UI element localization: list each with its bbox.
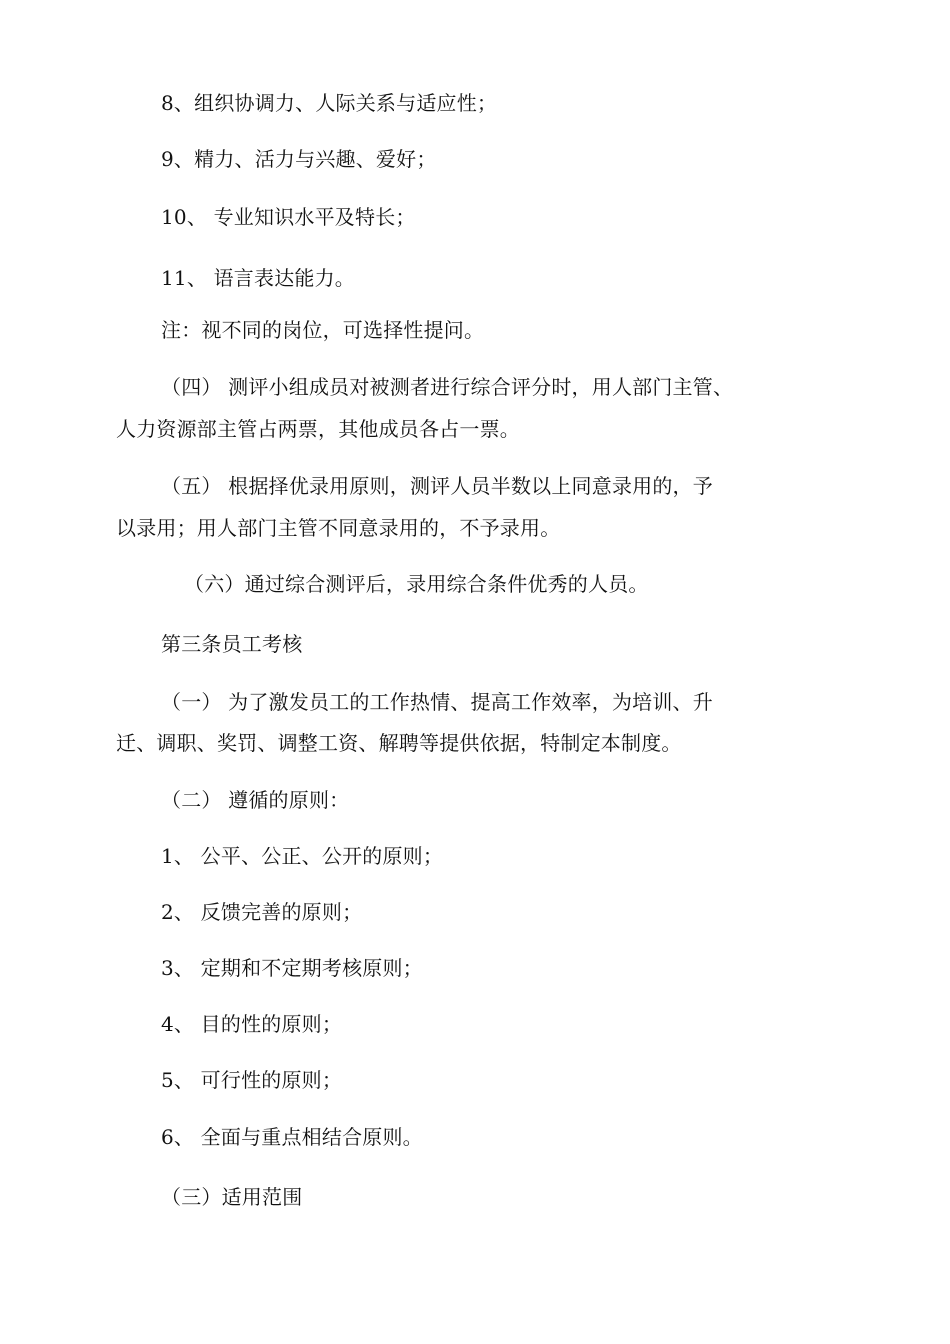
paragraph-five-line-1: （五） 根据择优录用原则，测评人员半数以上同意录用的，予 [161, 474, 713, 498]
section-heading-article-3: 第三条员工考核 [161, 632, 303, 656]
principle-item-6: 6、 全面与重点相结合原则。 [161, 1125, 423, 1149]
principle-item-4: 4、 目的性的原则； [161, 1012, 343, 1036]
principle-item-3: 3、 定期和不定期考核原则； [161, 956, 423, 980]
paragraph-one-line-2: 迁、调职、奖罚、调整工资、解聘等提供依据，特制定本制度。 [116, 731, 682, 755]
paragraph-four-line-2: 人力资源部主管占两票，其他成员各占一票。 [116, 417, 520, 441]
paragraph-six: （六）通过综合测评后，录用综合条件优秀的人员。 [184, 572, 649, 596]
principle-item-5: 5、 可行性的原则； [161, 1068, 343, 1092]
paragraph-two-heading: （二） 遵循的原则： [161, 788, 350, 812]
principle-item-1: 1、 公平、公正、公开的原则； [161, 844, 444, 868]
principle-item-2: 2、 反馈完善的原则； [161, 900, 363, 924]
paragraph-four-line-1: （四） 测评小组成员对被测者进行综合评分时，用人部门主管、 [161, 375, 734, 399]
paragraph-three-heading: （三）适用范围 [161, 1185, 303, 1209]
note-text: 注：视不同的岗位，可选择性提问。 [161, 318, 485, 342]
list-item-8: 8、组织协调力、人际关系与适应性； [161, 91, 498, 115]
paragraph-one-line-1: （一） 为了激发员工的工作热情、提高工作效率，为培训、升 [161, 690, 713, 714]
list-item-11: 11、 语言表达能力。 [161, 266, 356, 290]
list-item-10: 10、 专业知识水平及特长； [161, 205, 416, 229]
list-item-9: 9、精力、活力与兴趣、爱好； [161, 147, 437, 171]
paragraph-five-line-2: 以录用；用人部门主管不同意录用的，不予录用。 [116, 516, 561, 540]
